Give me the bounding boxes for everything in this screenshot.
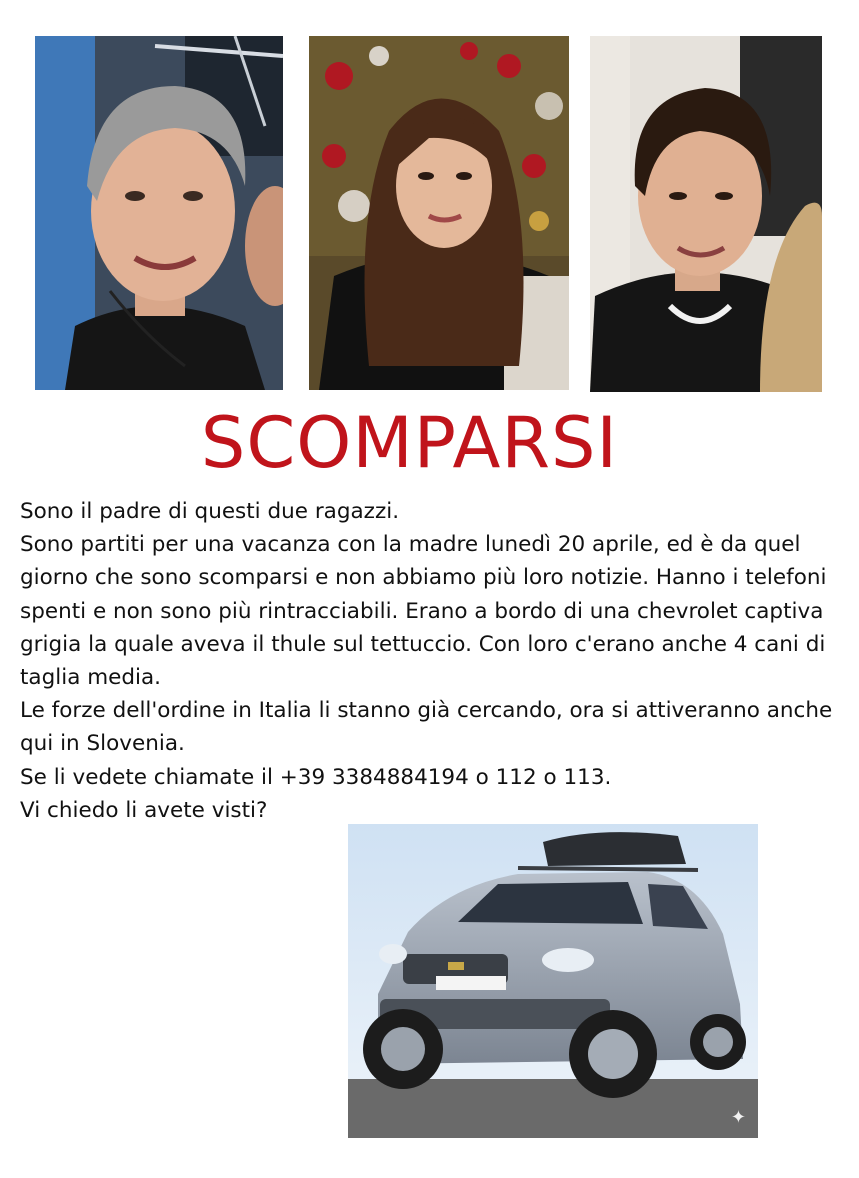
paragraph-contact: Se li vedete chiamate il +39 3384884194 o 112 o 113.: [20, 764, 612, 790]
paragraph-intro: Sono il padre di questi due ragazzi.: [20, 499, 400, 524]
car-photo: [348, 824, 758, 1138]
paragraph-police: Le forze dell'ordine in Italia li stanno già cercando, ora si attiveranno anche qui in Slovenia.: [20, 698, 833, 757]
photo-son: [590, 36, 822, 392]
page-title: SCOMPARSI: [200, 402, 619, 484]
paragraph-question: Vi chiedo li avete visti?: [20, 797, 268, 823]
photo-daughter: [309, 36, 569, 390]
photo-mother: [35, 36, 283, 390]
sparkle-icon: ✦: [730, 1107, 746, 1128]
message-body: [20, 495, 850, 827]
paragraph-details: Sono partiti per una vacanza con la madre lunedì 20 aprile, ed è da quel giorno che sono scomparsi e non abbiamo più loro notizie. Hanno i telefoni spenti e non sono più rintracciabili. Erano a bordo di una chevrolet captiva grigia la quale aveva il thule sul tettuccio. Con loro c'erano anche 4 cani di taglia media.: [20, 532, 827, 691]
